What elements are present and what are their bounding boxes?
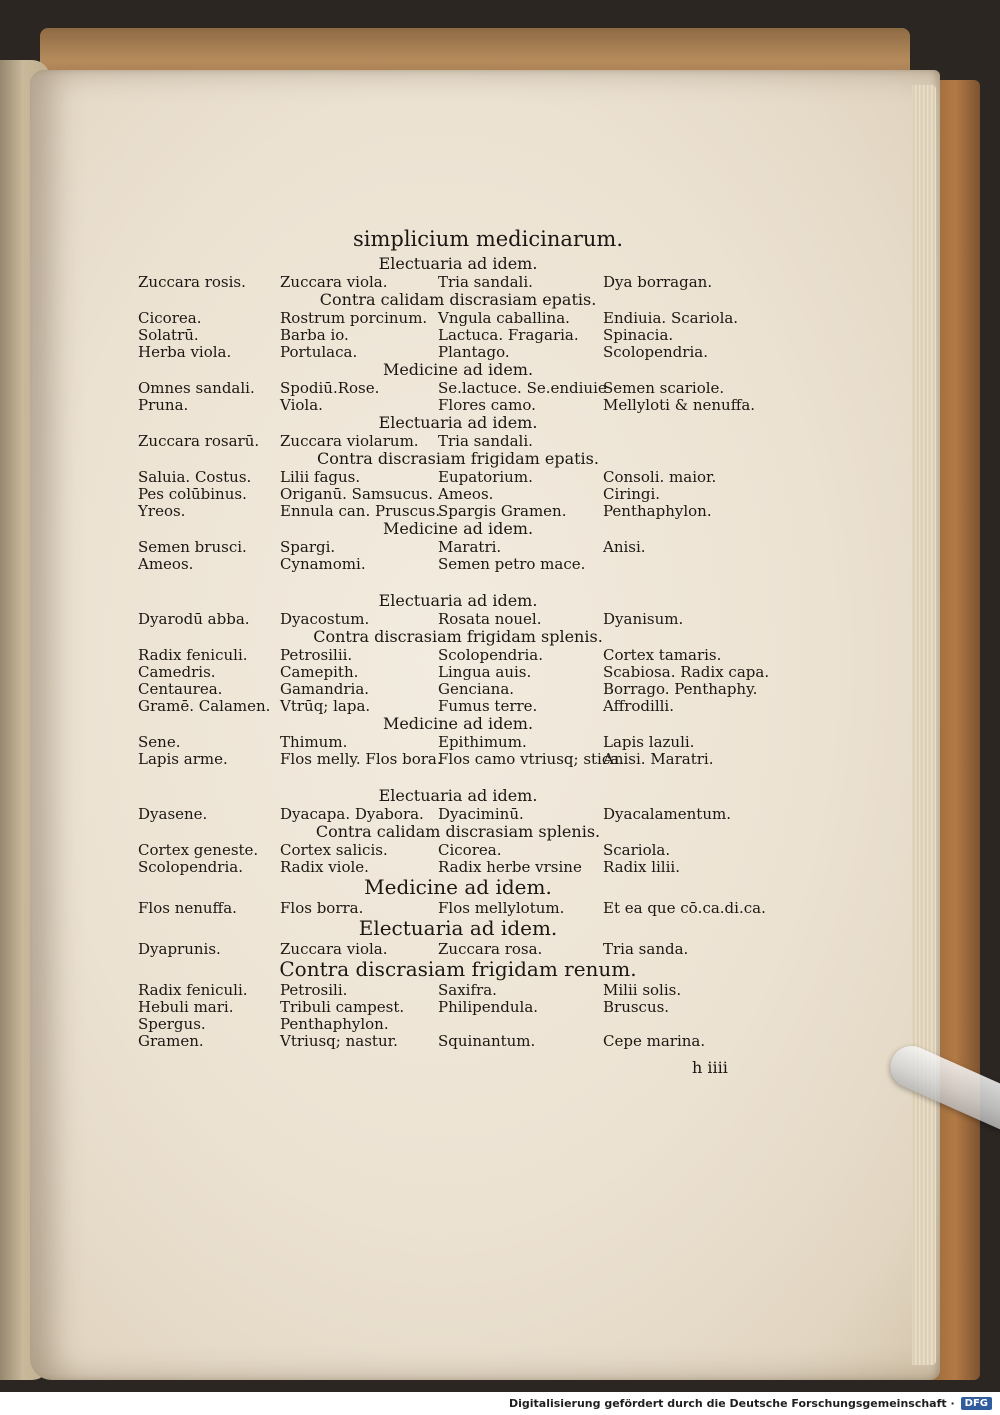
ingredient-cell: Scolopendria. (603, 343, 708, 361)
ingredient-cell: Anisi. Maratri. (603, 750, 714, 768)
section-heading: Electuaria ad idem. (358, 916, 558, 940)
ingredient-cell: Flos nenuffa. (138, 899, 237, 917)
ingredient-cell: Flos mellylotum. (438, 899, 565, 917)
ingredient-cell: Yreos. (138, 502, 186, 520)
ingredient-row (138, 940, 778, 957)
ingredient-cell: Saxifra. (438, 981, 497, 999)
ingredient-cell: Mellyloti & nenuffa. (603, 396, 756, 414)
section-heading: Contra calidam discrasiam splenis. (315, 822, 601, 841)
ingredient-cell: Spergus. (138, 1015, 206, 1033)
ingredient-cell: Scabiosa. Radix capa. (603, 663, 770, 681)
ingredient-cell: Camepith. (280, 663, 359, 681)
ingredient-cell: Dyacapa. Dyabora. (280, 805, 424, 823)
ingredient-row (138, 733, 778, 750)
ingredient-cell: Gramē. Calamen. (138, 697, 271, 715)
ingredient-row (138, 1032, 778, 1049)
ingredient-cell: Pes colūbinus. (138, 485, 247, 503)
ingredient-row (138, 663, 778, 680)
ingredient-row (138, 610, 778, 627)
ingredient-cell: Dyanisum. (603, 610, 684, 628)
ingredient-cell: Zuccara violarum. (280, 432, 419, 450)
section-heading: Electuaria ad idem. (378, 591, 538, 610)
ingredient-cell: Zuccara rosarū. (138, 432, 260, 450)
ingredient-row (138, 502, 778, 519)
ingredient-cell: Scolopendria. (138, 858, 243, 876)
ingredient-row (138, 841, 778, 858)
ingredient-cell: Cortex salicis. (280, 841, 388, 859)
ingredient-cell: Sene. (138, 733, 181, 751)
page-text (138, 224, 778, 1049)
ingredient-cell: Radix lilii. (603, 858, 680, 876)
ingredient-cell: Philipendula. (438, 998, 539, 1016)
ingredient-cell: Vtriusq; nastur. (280, 1032, 398, 1050)
ingredient-cell: Genciana. (438, 680, 515, 698)
ingredient-row (138, 899, 778, 916)
ingredient-cell: Cicorea. (438, 841, 502, 859)
ingredient-cell: Consoli. maior. (603, 468, 717, 486)
ingredient-cell: Semen scariole. (603, 379, 725, 397)
running-head: simplicium medicinarum. (352, 227, 624, 251)
ingredient-cell: Maratri. (438, 538, 502, 556)
section-heading: Contra discrasiam frigidam renum. (279, 957, 637, 981)
ingredient-cell: Zuccara viola. (280, 273, 388, 291)
ingredient-cell: Affrodilli. (603, 697, 674, 715)
ingredient-cell: Lapis arme. (138, 750, 228, 768)
ingredient-cell: Se.lactuce. Se.endiuie (438, 379, 607, 397)
ingredient-cell: Dyacalamentum. (603, 805, 731, 823)
ingredient-row (138, 396, 778, 413)
ingredient-cell: Rostrum porcinum. (280, 309, 428, 327)
section-heading: Contra calidam discrasiam epatis. (319, 290, 597, 309)
ingredient-cell: Zuccara rosis. (138, 273, 246, 291)
section-heading: Electuaria ad idem. (378, 413, 538, 432)
ingredient-cell: Gamandria. (280, 680, 370, 698)
ingredient-cell: Radix viole. (280, 858, 369, 876)
ingredient-cell: Semen brusci. (138, 538, 247, 556)
ingredient-cell: Camedris. (138, 663, 216, 681)
ingredient-cell: Plantago. (438, 343, 510, 361)
ingredient-row (138, 555, 778, 572)
section-heading: Electuaria ad idem. (378, 786, 538, 805)
ingredient-row (138, 432, 778, 449)
ingredient-cell: Dyaciminū. (438, 805, 524, 823)
ingredient-cell: Et ea que cō.ca.di.ca. (603, 899, 766, 917)
ingredient-cell: Hebuli mari. (138, 998, 234, 1016)
ingredient-cell: Ameos. (138, 555, 194, 573)
ingredient-row (138, 805, 778, 822)
ingredient-cell: Gramen. (138, 1032, 204, 1050)
ingredient-cell: Radix feniculi. (138, 646, 248, 664)
ingredient-cell: Scariola. (603, 841, 671, 859)
ingredient-row (138, 538, 778, 555)
ingredient-cell: Penthaphylon. (603, 502, 712, 520)
ingredient-cell: Spodiū.Rose. (280, 379, 380, 397)
ingredient-row (138, 379, 778, 396)
section-heading: Medicine ad idem. (382, 519, 534, 538)
ingredient-cell: Dyacostum. (280, 610, 370, 628)
page-stack-edge (912, 85, 936, 1365)
section-heading: Medicine ad idem. (364, 875, 552, 899)
ingredient-cell: Ameos. (438, 485, 494, 503)
ingredient-cell: Omnes sandali. (138, 379, 255, 397)
ingredient-cell: Radix herbe vrsine (438, 858, 582, 876)
dfg-logo: DFG (961, 1397, 992, 1410)
ingredient-cell: Spargis Gramen. (438, 502, 567, 520)
ingredient-row (138, 858, 778, 875)
ingredient-cell: Epithimum. (438, 733, 527, 751)
ingredient-cell: Petrosilii. (280, 646, 353, 664)
ingredient-row (138, 981, 778, 998)
ingredient-cell: Flos borra. (280, 899, 364, 917)
ingredient-cell: Zuccara rosa. (438, 940, 543, 958)
ingredient-cell: Viola. (280, 396, 323, 414)
ingredient-cell: Dyaprunis. (138, 940, 221, 958)
signature-mark: h iiii (692, 1058, 728, 1077)
ingredient-cell: Cynamomi. (280, 555, 366, 573)
ingredient-cell: Solatrū. (138, 326, 199, 344)
ingredient-cell: Endiuia. Scariola. (603, 309, 739, 327)
ingredient-row (138, 343, 778, 360)
ingredient-row (138, 485, 778, 502)
ingredient-cell: Herba viola. (138, 343, 232, 361)
ingredient-cell: Centaurea. (138, 680, 223, 698)
ingredient-cell: Bruscus. (603, 998, 670, 1016)
ingredient-row (138, 646, 778, 663)
ingredient-cell: Tria sandali. (438, 432, 533, 450)
ingredient-cell: Radix feniculi. (138, 981, 248, 999)
ingredient-cell: Tria sandali. (438, 273, 533, 291)
footer-bar (0, 1392, 1000, 1415)
ingredient-cell: Cicorea. (138, 309, 202, 327)
ingredient-cell: Saluia. Costus. (138, 468, 252, 486)
ingredient-cell: Flos camo vtriusq; stica. (438, 750, 624, 768)
ingredient-cell: Portulaca. (280, 343, 358, 361)
ingredient-cell: Scolopendria. (438, 646, 543, 664)
ingredient-cell: Vtrūq; lapa. (280, 697, 371, 715)
ingredient-cell: Borrago. Penthaphy. (603, 680, 758, 698)
ingredient-cell: Dyarodū abba. (138, 610, 250, 628)
ingredient-row (138, 468, 778, 485)
ingredient-cell: Eupatorium. (438, 468, 533, 486)
ingredient-cell: Zuccara viola. (280, 940, 388, 958)
section-gap (138, 572, 778, 591)
ingredient-cell: Origanū. Samsucus. (280, 485, 433, 503)
ingredient-cell: Petrosili. (280, 981, 348, 999)
ingredient-cell: Ciringi. (603, 485, 661, 503)
section-heading: Contra discrasiam frigidam epatis. (317, 449, 599, 468)
footer-credit: Digitalisierung gefördert durch die Deutsche Forschungsgemeinschaft · (508, 1397, 955, 1410)
ingredient-row (138, 697, 778, 714)
ingredient-row (138, 273, 778, 290)
ingredient-cell: Spinacia. (603, 326, 674, 344)
ingredient-cell: Tria sanda. (603, 940, 689, 958)
ingredient-cell: Flos melly. Flos bora. (280, 750, 442, 768)
ingredient-cell: Barba io. (280, 326, 349, 344)
section-heading: Contra discrasiam frigidam splenis. (313, 627, 603, 646)
ingredient-cell: Penthaphylon. (280, 1015, 389, 1033)
ingredient-cell: Cortex geneste. (138, 841, 259, 859)
ingredient-cell: Thimum. (280, 733, 348, 751)
ingredient-cell: Milii solis. (603, 981, 682, 999)
ingredient-cell: Lilii fagus. (280, 468, 361, 486)
ingredient-cell: Tribuli campest. (280, 998, 405, 1016)
section-heading: Medicine ad idem. (382, 714, 534, 733)
ingredient-cell: Cortex tamaris. (603, 646, 722, 664)
ingredient-row (138, 680, 778, 697)
ingredient-cell: Rosata nouel. (438, 610, 542, 628)
ingredient-cell: Dyasene. (138, 805, 208, 823)
ingredient-row (138, 998, 778, 1015)
ingredient-row (138, 750, 778, 767)
ingredient-cell: Fumus terre. (438, 697, 538, 715)
ingredient-cell: Dya borragan. (603, 273, 713, 291)
ingredient-row (138, 1015, 778, 1032)
ingredient-cell: Ennula can. Pruscus. (280, 502, 441, 520)
ingredient-row (138, 309, 778, 326)
section-heading: Medicine ad idem. (382, 360, 534, 379)
ingredient-cell: Semen petro mace. (438, 555, 586, 573)
ingredient-cell: Anisi. (603, 538, 646, 556)
ingredient-cell: Flores camo. (438, 396, 536, 414)
section-gap (138, 767, 778, 786)
ingredient-cell: Cepe marina. (603, 1032, 706, 1050)
ingredient-cell: Pruna. (138, 396, 189, 414)
ingredient-cell: Lingua auis. (438, 663, 532, 681)
ingredient-cell: Vngula caballina. (438, 309, 570, 327)
ingredient-cell: Lactuca. Fragaria. (438, 326, 579, 344)
section-heading: Electuaria ad idem. (378, 254, 538, 273)
ingredient-cell: Lapis lazuli. (603, 733, 695, 751)
ingredient-cell: Squinantum. (438, 1032, 536, 1050)
ingredient-row (138, 326, 778, 343)
ingredient-cell: Spargi. (280, 538, 336, 556)
